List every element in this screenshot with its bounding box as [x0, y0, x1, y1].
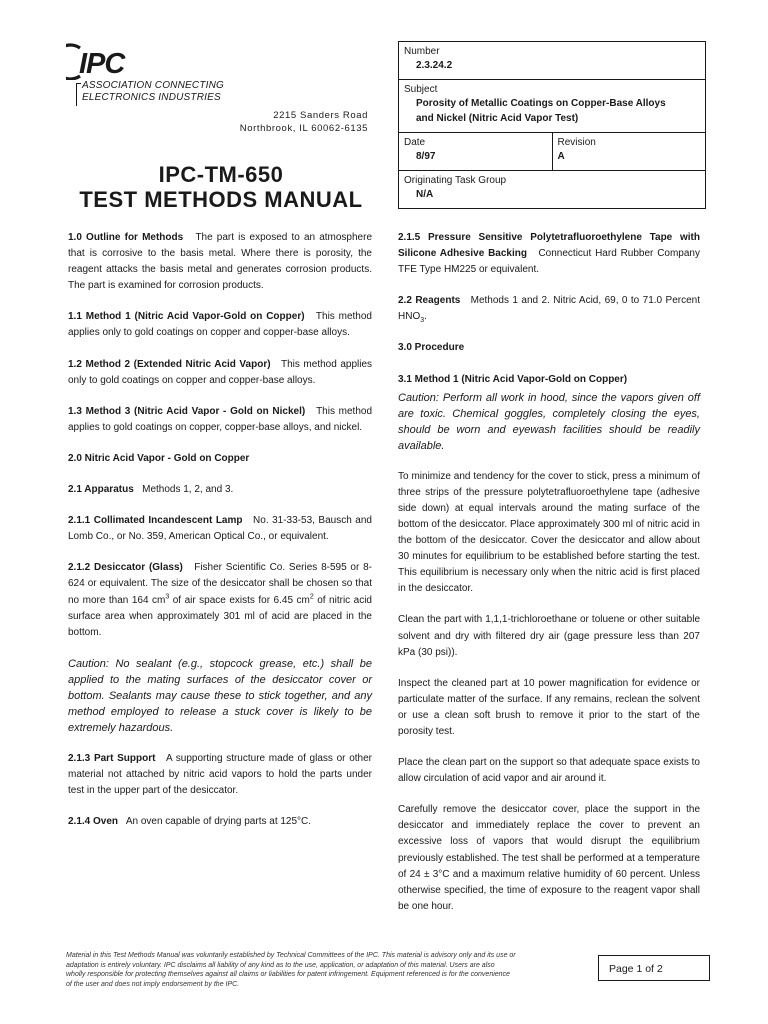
revision-label: Revision [557, 137, 596, 148]
section-1-3-heading: 1.3 Method 3 (Nitric Acid Vapor - Gold on Nickel) [68, 405, 306, 417]
document-info-box [398, 41, 706, 209]
superscript-2: 2 [309, 593, 314, 601]
superscript-3: 3 [165, 593, 170, 601]
org-name [82, 80, 224, 104]
section-2-1-5 [398, 230, 700, 278]
section-2-1-2 [68, 560, 372, 640]
subject-label: Subject [404, 84, 438, 95]
section-2-1-4 [68, 814, 372, 830]
section-2-1-body: Methods 1, 2, and 3. [142, 484, 234, 496]
section-2-1-3 [68, 751, 372, 799]
subject-cell [398, 79, 706, 132]
section-2-1-2-body-b: of air space exists for 6.45 cm [169, 594, 310, 606]
address [240, 110, 368, 135]
manual-title-line-1: IPC-TM-650 [158, 162, 284, 187]
section-2-2-heading: 2.2 Reagents [398, 295, 461, 307]
section-2-1-2-body-c: of nitric acid surface area when approximately 301 ml of acid are placed in the bottom. [68, 594, 372, 638]
section-2-0-heading: 2.0 Nitric Acid Vapor - Gold on Copper [68, 452, 250, 464]
date-value: 8/97 [416, 151, 436, 162]
number-value: 2.3.24.2 [416, 60, 453, 71]
procedure-paragraph-1: To minimize and tendency for the cover to stick, press a minimum of three strips of the pressure polytetrafluoroethylene tape (adhesive side down) at equal intervals around the mating surface of the bottom of the desiccator. Place approximately 300 ml of nitric acid in the bottom of the desiccator. Cover the desiccator and allow about 30 minutes for equilibrium to be established before starting the test. This equilibrium is necessary only when the nitric acid is first placed in the desiccator. [398, 470, 700, 595]
section-2-1-1 [68, 513, 372, 545]
section-1-2 [68, 357, 372, 389]
procedure-paragraph-3: Inspect the cleaned part at 10 power magnification for evidence or particulate matter of the surface. If any remains, reclean the solvent or use a clean soft brush to remove it prior to the start of the porosity test. [398, 677, 700, 737]
section-2-1-3-body: A supporting structure made of glass or other material not attached by nitric acid vapors to hold the parts under test in the upper part of the desiccator. [68, 752, 372, 796]
caution-sealant: Caution: No sealant (e.g., stopcock grease, etc.) shall be applied to the mating surfaces of the desiccator cover or bottom. Sealants may cause these to stick together, and any method employed to release a stuck cover is likely to be extremely hazardous. [68, 657, 372, 734]
section-1-1-body: This method applies only to gold coatings on copper and copper-base alloys. [68, 311, 372, 339]
section-2-1-1-body: No. 31-33-53, Bausch and Lomb Co., or No. 359, American Optical Co., or equivalent. [68, 515, 372, 543]
date-label: Date [404, 137, 426, 148]
section-3-0-heading: 3.0 Procedure [398, 342, 465, 354]
footer-disclaimer: Material in this Test Methods Manual was voluntarily established by Technical Committees of the IPC. This material is advisory only and its use or adaptation is entirely voluntary. IPC disclaims all liability of any kind as to the use, application, or adaptation of this material. Users are also wholly responsible for protecting themselves against all claims or liabilities for patent infringement. Equipment referenced is for the convenience of the user and does not imply endorsement by the IPC. [66, 952, 516, 988]
section-2-1-5-body: Connecticut Hard Rubber Company TFE Type HM225 or equivalent. [398, 248, 700, 276]
number-cell [398, 41, 706, 79]
procedure-paragraph-2: Clean the part with 1,1,1-trichloroethane or toluene or other suitable solvent and dry with filtered dry air (gage pressure less than 207 kPa (30 psi)). [398, 614, 700, 658]
right-column [398, 230, 700, 930]
section-2-1 [68, 482, 372, 498]
procedure-paragraph-4: Place the clean part on the support so that adequate space exists to allow circulation of acid vapor and air around it. [398, 757, 700, 785]
ipc-logo-text: IPC [79, 48, 125, 80]
section-2-0 [68, 451, 372, 467]
section-2-1-4-heading: 2.1.4 Oven [68, 816, 119, 828]
section-1-0-heading: 1.0 Outline for Methods [68, 232, 184, 243]
date-cell [399, 133, 552, 170]
section-2-1-heading: 2.1 Apparatus [68, 484, 134, 496]
section-1-1-heading: 1.1 Method 1 (Nitric Acid Vapor-Gold on Copper) [68, 311, 305, 323]
left-column [68, 230, 372, 845]
section-1-2-heading: 1.2 Method 2 (Extended Nitric Acid Vapor) [68, 358, 271, 370]
task-group-cell [398, 170, 706, 209]
section-2-1-4-body: An oven capable of drying parts at 125°C. [125, 816, 312, 828]
subscript-3: 3 [420, 317, 425, 325]
page-number: Page 1 of 2 [598, 955, 710, 981]
address-line-2: Northbrook, IL 60062-6135 [239, 122, 368, 134]
subject-value: Porosity of Metallic Coatings on Copper-Base Alloys and Nickel (Nitric Acid Vapor Test) [416, 98, 666, 124]
org-bracket [76, 83, 81, 106]
manual-title [60, 162, 382, 212]
section-1-2-body: This method applies only to gold coatings on copper and copper-base alloys. [68, 358, 373, 386]
section-2-1-2-body-a: Fisher Scientific Co. Series 8-595 or 8-624 or equivalent. The size of the desiccator shall be chosen so that no more than 164 cm [68, 562, 372, 606]
number-label: Number [404, 46, 440, 57]
manual-title-line-2: TEST METHODS MANUAL [79, 187, 363, 212]
org-line-1: ASSOCIATION CONNECTING [82, 80, 225, 91]
section-3-1-heading: 3.1 Method 1 (Nitric Acid Vapor-Gold on Copper) [398, 373, 628, 385]
section-1-1 [68, 309, 372, 341]
task-group-label: Originating Task Group [404, 175, 507, 186]
revision-value: A [557, 151, 565, 162]
section-3-0 [398, 340, 700, 356]
date-revision-row [398, 132, 706, 170]
ipc-logo [66, 42, 162, 80]
address-line-1: 2215 Sanders Road [273, 110, 368, 121]
section-2-2-body: Methods 1 and 2. Nitric Acid, 69, 0 to 71.0 Percent HNO [398, 295, 700, 323]
section-2-1-1-heading: 2.1.1 Collimated Incandescent Lamp [68, 515, 243, 527]
task-group-value: N/A [416, 189, 434, 200]
section-2-2-end: . [424, 311, 427, 323]
section-1-0-body: The part is exposed to an atmosphere that is corrosive to the basis metal. Where there is porosity, the reagent attacks the basis metal and generates corrosion products. The part is examined for corrosion products. [68, 232, 373, 292]
section-3-1 [398, 372, 700, 388]
procedure-paragraph-5: Carefully remove the desiccator cover, place the support in the desiccator and immediately replace the cover to prevent an excessive loss of vapors that would disrupt the equilibrium previously established. The test shall be performed at a temperature of 24 ± 3°C and a maximum relative humidity of 60 percent. Unless otherwise specified, the time of exposure to the reagent vapor shall be one hour. [398, 804, 700, 912]
section-2-1-2-heading: 2.1.2 Desiccator (Glass) [68, 562, 183, 574]
section-2-2 [398, 293, 700, 325]
revision-cell [552, 133, 706, 170]
section-1-0 [68, 230, 372, 294]
caution-hood: Caution: Perform all work in hood, since the vapors given off are toxic. Chemical goggles, completely closing the eyes, should be worn and eyewash facilities should be readily available. [398, 391, 700, 452]
section-1-3-body: This method applies to gold coatings on copper, copper-base alloys, and nickel. [68, 405, 373, 433]
org-line-2: ELECTRONICS INDUSTRIES [82, 92, 221, 103]
section-1-3 [68, 404, 372, 436]
section-2-1-5-heading: 2.1.5 Pressure Sensitive Polytetrafluoroethylene Tape with Silicone Adhesive Backing [398, 232, 700, 260]
section-2-1-3-heading: 2.1.3 Part Support [68, 752, 156, 764]
